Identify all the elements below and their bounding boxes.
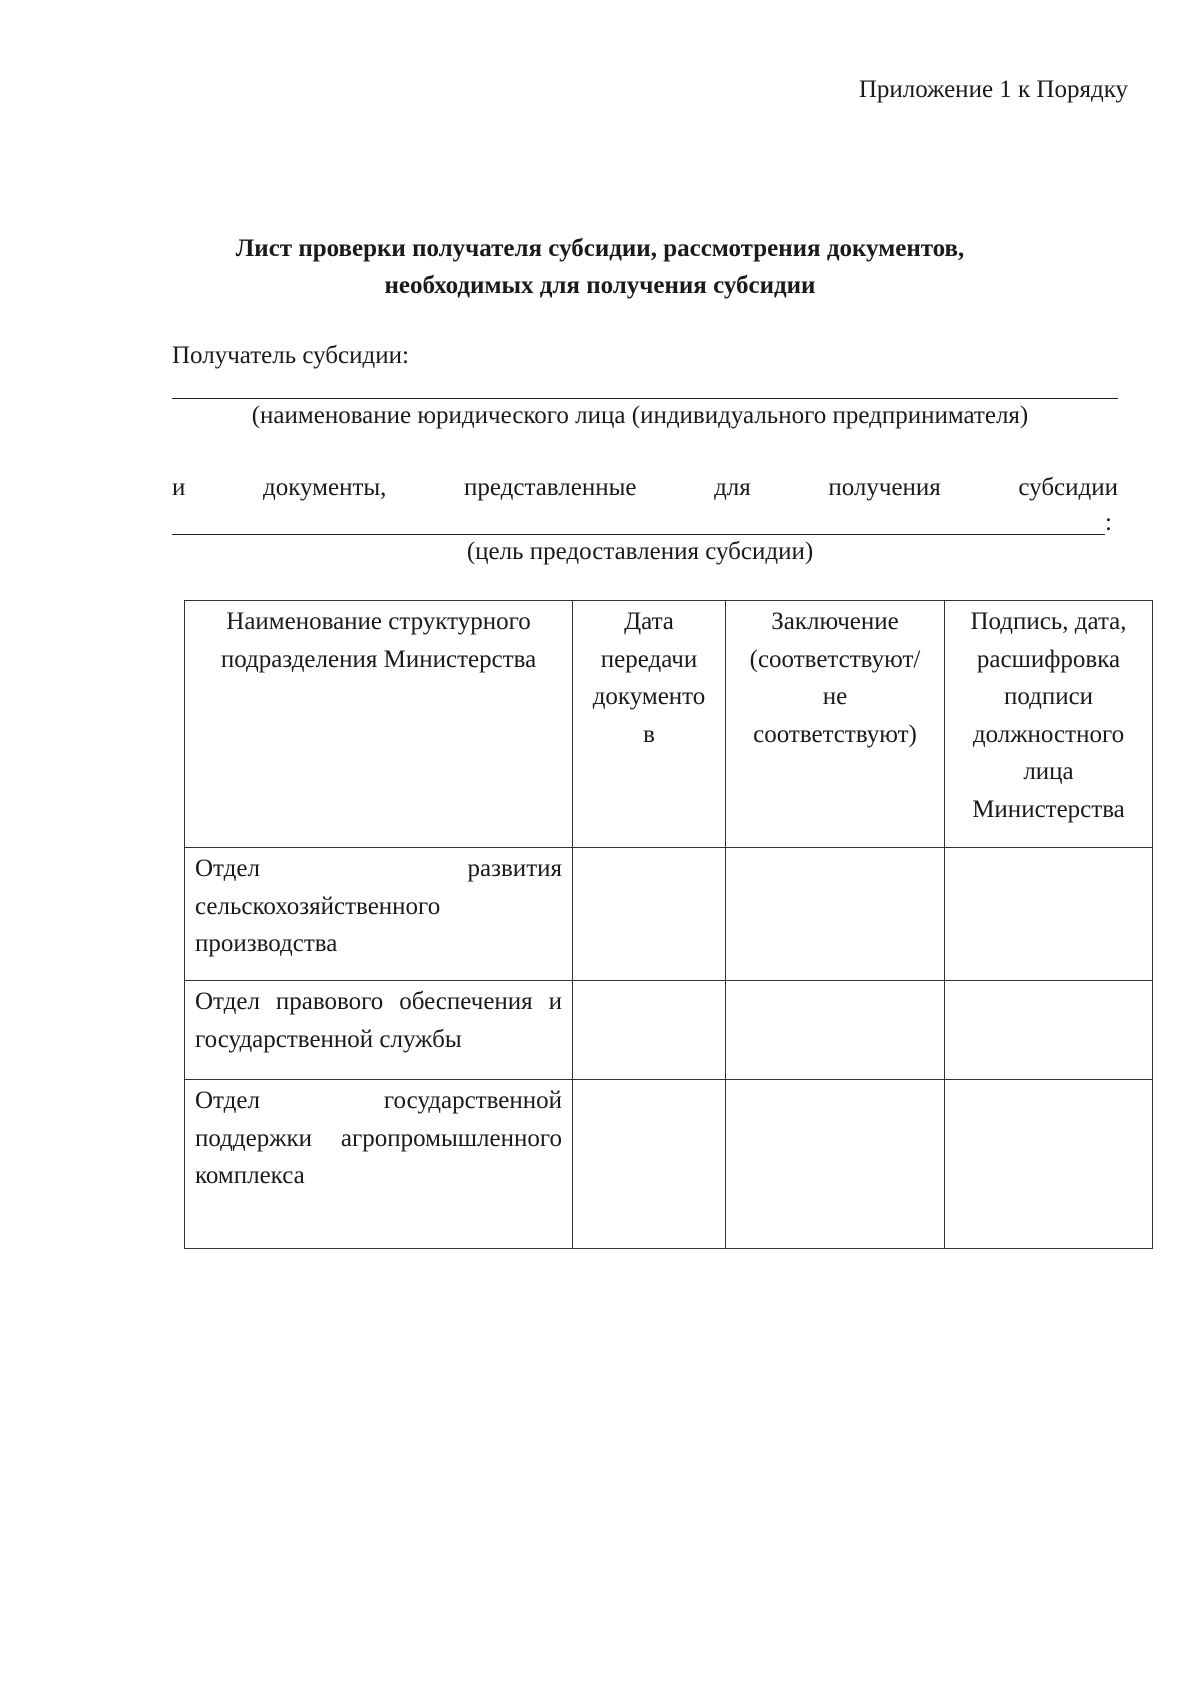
check-table xyxy=(184,600,1153,1249)
header-line: документо xyxy=(592,683,706,710)
documents-word: для xyxy=(714,474,751,501)
header-line: Министерства xyxy=(972,795,1125,823)
date-cell xyxy=(573,1080,726,1249)
conclusion-cell xyxy=(726,1080,945,1249)
recipient-caption: (наименование юридического лица (индивидуального предпринимателя) xyxy=(251,402,1029,429)
header-conclusion xyxy=(726,601,945,848)
documents-word: и xyxy=(172,474,186,501)
header-line: Дата xyxy=(624,608,674,635)
documents-word: получения xyxy=(828,474,941,501)
documents-word: представленные xyxy=(464,474,637,501)
date-cell xyxy=(573,981,726,1080)
header-line: в xyxy=(643,720,655,748)
conclusion-cell xyxy=(726,981,945,1080)
table-row xyxy=(185,981,1153,1080)
signature-cell xyxy=(945,848,1153,981)
purpose-caption: (цель предоставления субсидии) xyxy=(466,538,814,565)
header-line: Подпись, дата, xyxy=(970,608,1127,635)
conclusion-cell xyxy=(726,848,945,981)
department-cell: Отдел правового обеспечения и государственной службы xyxy=(185,981,573,1080)
documents-word: субсидии xyxy=(1018,474,1118,501)
header-line: лица xyxy=(1023,758,1074,785)
header-transfer-date xyxy=(573,601,726,848)
table-row xyxy=(185,1080,1153,1249)
title-line-1: Лист проверки получателя субсидии, рассмотрения документов, xyxy=(235,235,965,262)
header-department xyxy=(185,601,573,848)
title-line-2: необходимых для получения субсидии xyxy=(384,272,816,299)
document-title xyxy=(160,230,1040,304)
header-line: должностного xyxy=(972,720,1125,748)
signature-cell xyxy=(945,981,1153,1080)
header-line: (соответствуют/ xyxy=(749,645,921,673)
recipient-label: Получатель субсидии: xyxy=(172,342,409,369)
documents-line xyxy=(172,470,1118,506)
signature-cell xyxy=(945,1080,1153,1249)
header-line: Заключение xyxy=(771,608,899,635)
header-signature xyxy=(945,601,1153,848)
header-line: Наименование структурного xyxy=(226,608,531,635)
annex-label: Приложение 1 к Порядку xyxy=(858,76,1128,103)
department-cell: Отдел государственной поддержки агропромышленного комплекса xyxy=(185,1080,573,1249)
table-row xyxy=(185,848,1153,981)
date-cell xyxy=(573,848,726,981)
header-line: соответствуют) xyxy=(753,720,917,748)
header-line: расшифровка xyxy=(976,645,1121,673)
documents-word: документы, xyxy=(262,474,387,501)
header-line: подразделения Министерства xyxy=(220,645,537,673)
header-line: не xyxy=(822,683,848,710)
purpose-colon: : xyxy=(1105,509,1112,536)
department-cell: Отдел развития сельскохозяйственного производства xyxy=(185,848,573,981)
header-line: передачи xyxy=(600,645,698,673)
table-header-row xyxy=(185,601,1153,848)
header-line: подписи xyxy=(1003,683,1094,710)
